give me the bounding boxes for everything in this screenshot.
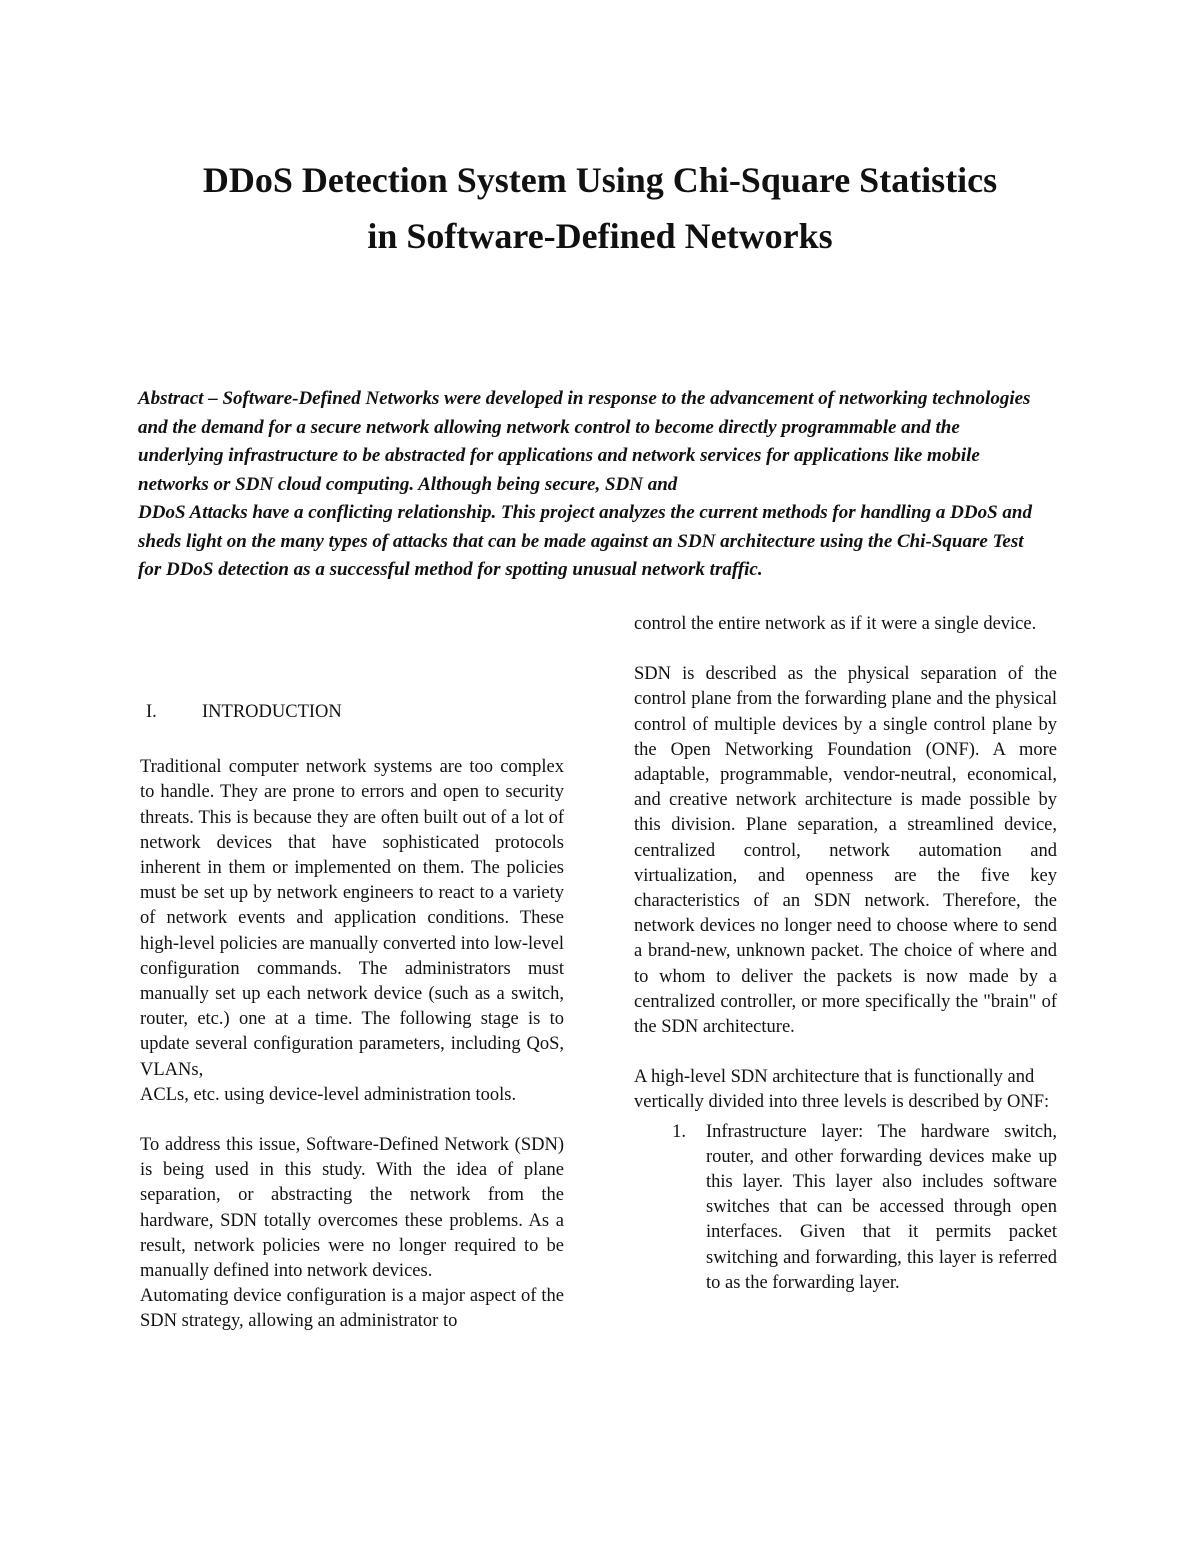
intro-paragraph-3-continued: control the entire network as if it were a single device. [634,614,1037,634]
list-item-text: Infrastructure layer: The hardware switch, router, and other forwarding devices make up this layer. This layer also includes software switches that can be accessed through open interfaces. Given that it permits packet switching and forwarding, this layer is referred to as the forwarding layer. [706,1121,1057,1293]
abstract [138,385,1040,585]
title-line-2: in Software-Defined Networks [367,216,833,256]
right-column [634,612,1057,1296]
paper-title [80,152,1120,264]
section-number: I. [146,702,157,722]
intro-paragraph-1: Traditional computer network systems are too complex to handle. They are prone to errors and open to security threats. This is because they are often built out of a lot of network devices that have sophisticated protocols inherent in them or implemented on them. The policies must be set up by network engineers to react to a variety of network events and application conditions. These high-level policies are manually converted into low-level configuration commands. The administrators must manually set up each network device (such as a switch, router, etc.) one at a time. The following stage is to update several configuration parameters, including QoS, VLANs, [140,757,564,1080]
list-item [634,1120,1057,1296]
abstract-paragraph-2: DDoS Attacks have a conflicting relationship. This project analyzes the current methods for handling a DDoS and sheds light on the many types of attacks that can be made against an SDN architecture using the Chi-Square Test for DDoS detection as a successful method for spotting unusual network traffic. [138,502,1032,580]
intro-paragraph-3: Automating device configuration is a major aspect of the SDN strategy, allowing an administrator to [140,1286,564,1332]
abstract-paragraph-1: Abstract – Software-Defined Networks were developed in response to the advancement of networking technologies and the demand for a secure network allowing network control to become directly programmable and the underlying infrastructure to be abstracted for applications and network services for applications like mobile networks or SDN cloud computing. Although being secure, SDN and [138,388,1031,495]
section-heading-introduction [140,700,564,725]
intro-paragraph-1-continued: ACLs, etc. using device-level administration tools. [140,1084,517,1105]
intro-paragraph-4: SDN is described as the physical separation of the control plane from the forwarding plane and the physical control of multiple devices by a single control plane by the Open Networking Foundation (ONF). A more adaptable, programmable, vendor-neutral, economical, and creative network architecture is made possible by this division. Plane separation, a streamlined device, centralized control, network automation and virtualization, and openness are the five key characteristics of an SDN network. Therefore, the network devices no longer need to choose where to send a brand-new, unknown packet. The choice of where and to whom to deliver the packets is now made by a centralized controller, or more specifically the "brain" of the SDN architecture. [634,664,1057,1038]
intro-paragraph-2: To address this issue, Software-Defined Network (SDN) is being used in this study. With the idea of plane separation, or abstracting the network from the hardware, SDN totally overcomes these problems. As a result, network policies were no longer required to be manually defined into network devices. [140,1135,564,1282]
list-marker: 1. [672,1121,686,1142]
title-line-1: DDoS Detection System Using Chi-Square Statistics [202,160,998,200]
sdn-layer-list [634,1120,1057,1296]
intro-paragraph-5: A high-level SDN architecture that is functionally and vertically divided into three levels is described by ONF: [634,1067,1050,1113]
left-column [140,700,564,1335]
section-title: INTRODUCTION [202,702,342,722]
